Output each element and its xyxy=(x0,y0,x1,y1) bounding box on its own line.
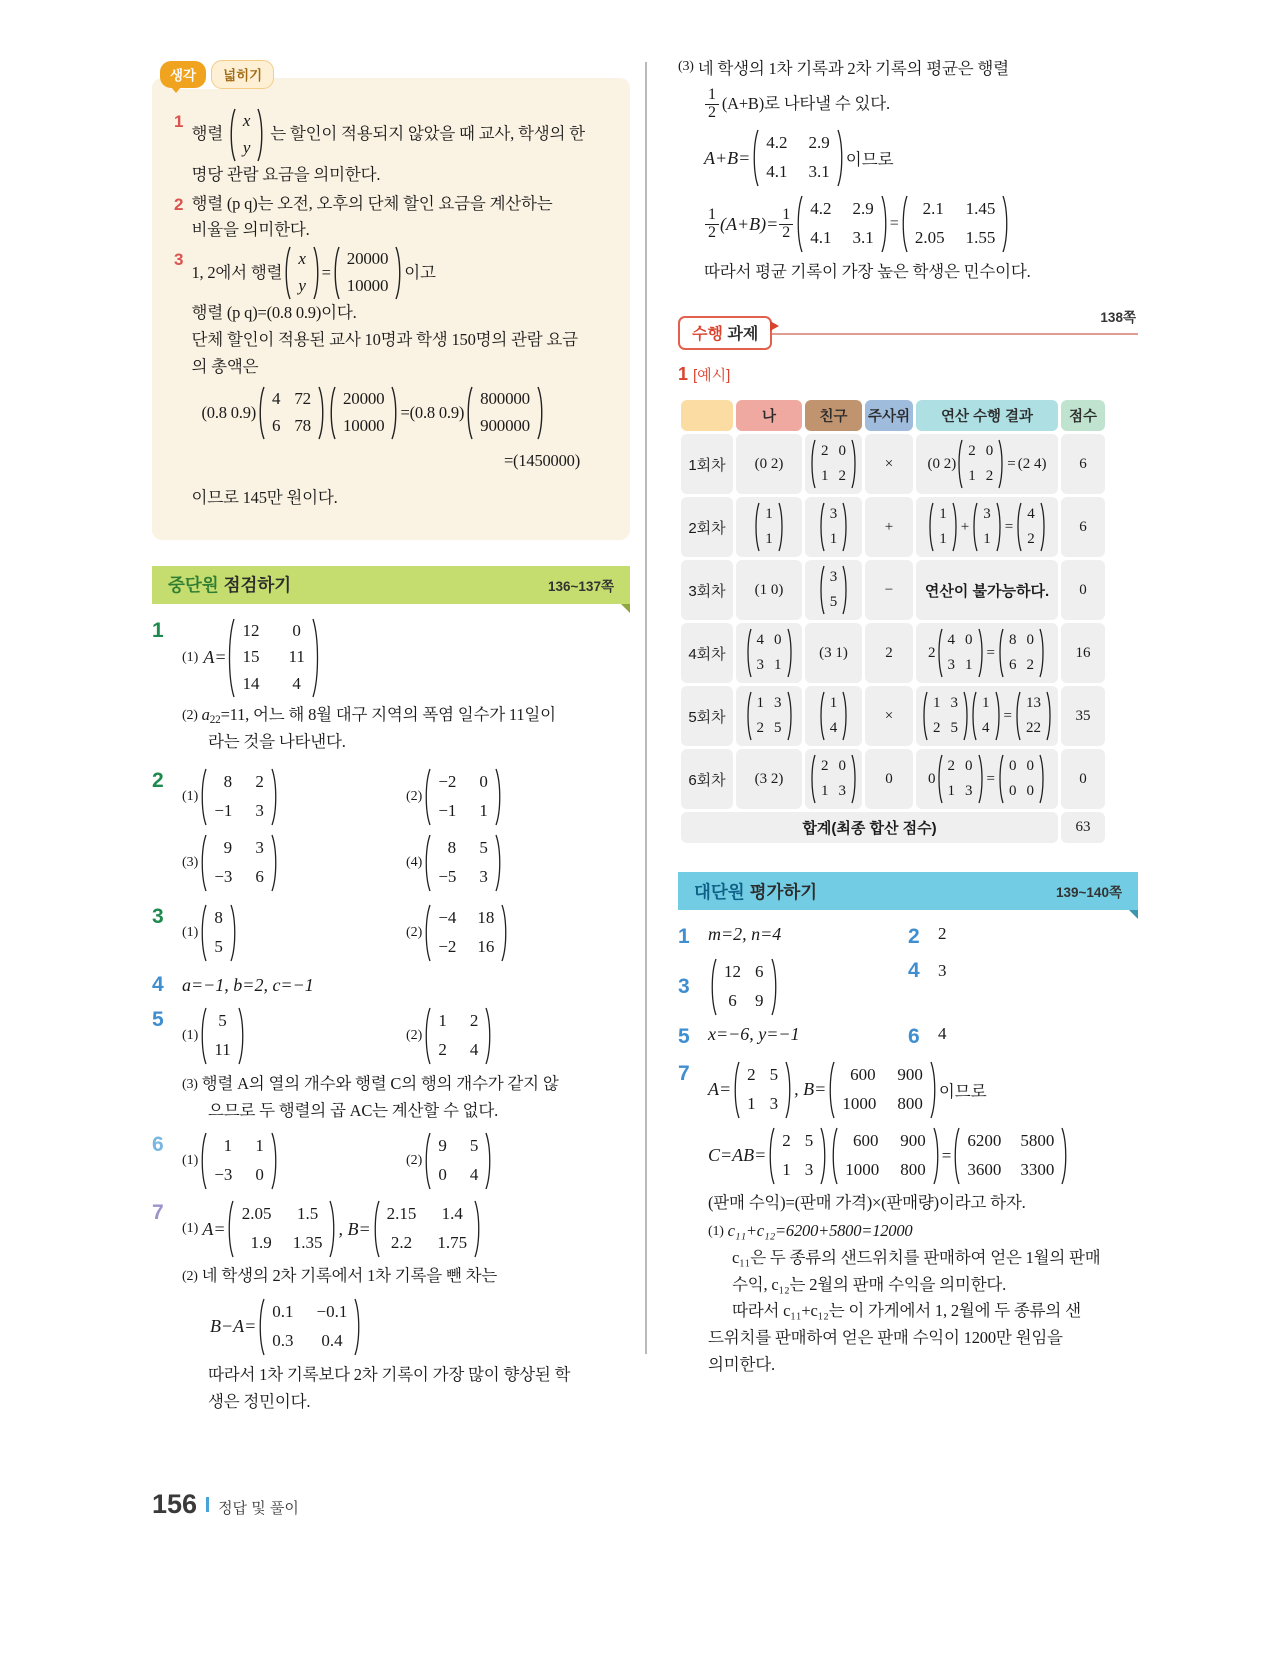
big-answer-7-line-c2: 드위치를 판매하여 얻은 판매 수익이 1200만 원임을 xyxy=(708,1328,1063,1348)
half-frac-2-num: 1 xyxy=(782,206,791,224)
row-6-mine: (3 2) xyxy=(736,749,802,809)
mid-unit-pages: 136~137쪽 xyxy=(548,578,614,594)
half-frac-1-num: 1 xyxy=(708,206,716,224)
mid-answer-7-matrix-BA: 0.1 −0.1 0.3 0.4 xyxy=(256,1298,363,1356)
mid-answer-1-lhs: A= xyxy=(203,647,227,668)
row-6-dice: 0 xyxy=(865,749,913,809)
big-unit-banner-hi: 대단원 xyxy=(694,881,745,902)
perform-result-table xyxy=(678,397,1108,846)
mid-answer-6-number: 6 xyxy=(152,1133,164,1157)
calc-equals: = xyxy=(400,402,410,422)
mid-answer-2-part-3 xyxy=(182,834,406,892)
row-2-mine: 1 1 xyxy=(736,497,802,557)
big-answer-5-text: x=−6, y=−1 xyxy=(708,1024,800,1045)
big-answer-7-A-label: A= xyxy=(708,1079,732,1100)
mid-answer-3 xyxy=(152,904,630,962)
perform-task-tag-hi: 수행 xyxy=(692,326,723,344)
table-header-blank xyxy=(681,400,733,431)
perform-task-tag xyxy=(678,316,772,350)
perform-task-pages: 138쪽 xyxy=(1100,310,1136,326)
right-top-half-frac-1 xyxy=(705,207,719,242)
table-total-row xyxy=(681,812,1105,843)
row-3-score: 0 xyxy=(1061,560,1105,620)
table-row xyxy=(681,497,1105,557)
big-answer-7-matrix-C2: 600 900 1000 800 xyxy=(829,1127,942,1185)
big-answer-7-definition: (판매 수익)=(판매 가격)×(판매량)이라고 하자. xyxy=(708,1192,1026,1212)
row-6-round: 6회차 xyxy=(681,749,733,809)
calc-matrix-3: 800000 900000 xyxy=(464,386,546,440)
big-answer-2 xyxy=(908,924,1138,950)
right-top-line1: 네 학생의 1차 기록과 2차 기록의 평균은 행렬 xyxy=(697,59,1009,78)
row-4-mine: 4 0 3 1 xyxy=(736,623,802,683)
mid-answer-1-label-1: (1) xyxy=(182,649,199,665)
mid-answer-1-number: 1 xyxy=(152,618,164,642)
big-answer-7-matrix-B: 600 900 1000 800 xyxy=(826,1061,939,1119)
mid-answer-6-matrix-2: 9 5 0 4 xyxy=(422,1132,494,1190)
mid-answer-1-matrix: 12 0 15 11 14 4 xyxy=(226,618,320,698)
footer-label: 정답 및 풀이 xyxy=(218,1500,299,1517)
right-top-block xyxy=(678,56,1138,286)
mid-answer-6-part-1 xyxy=(182,1132,406,1190)
big-answer-7-line-c3: 의미한다. xyxy=(708,1354,775,1374)
mid-answer-7-A-label: A= xyxy=(202,1218,226,1239)
table-header-result: 연산 수행 결과 xyxy=(916,400,1058,431)
big-answer-7-matrix-A: 2 5 1 3 xyxy=(731,1061,794,1119)
think-expand-box xyxy=(152,68,630,540)
right-top-fraction-numerator: 1 xyxy=(708,85,716,103)
mid-answer-7-label-1: (1) xyxy=(182,1221,199,1237)
row-1-score: 6 xyxy=(1061,434,1105,494)
mid-answer-1-subscript: 22 xyxy=(209,713,221,726)
right-top-fraction xyxy=(705,87,719,122)
mid-answer-1-text-2b: 라는 것을 나타낸다. xyxy=(208,732,346,752)
mid-answer-2-label-3: (3) xyxy=(182,854,199,870)
mid-answer-6-label-2: (2) xyxy=(406,1153,423,1169)
mid-answer-1-symbol: a xyxy=(201,704,210,724)
mid-answer-7-matrix-B: 2.15 1.4 2.2 1.75 xyxy=(371,1200,484,1258)
big-answer-2-number: 2 xyxy=(908,925,920,949)
row-4-result-k: 2 xyxy=(928,644,936,661)
think-item-3-line4: 의 총액은 xyxy=(191,356,259,376)
right-top-matrix-AB: 4.2 2.9 4.1 3.1 xyxy=(750,129,846,187)
row-2-dice: + xyxy=(865,497,913,557)
think-item-3-number: 3 xyxy=(174,250,184,270)
row-3-round: 3회차 xyxy=(681,560,733,620)
right-column xyxy=(678,56,1138,1379)
mid-answer-4 xyxy=(152,972,630,999)
row-4-score: 16 xyxy=(1061,623,1105,683)
mid-answer-2-matrix-2: −2 0 −1 1 xyxy=(422,768,504,826)
big-answer-5 xyxy=(678,1024,908,1050)
big-answer-7 xyxy=(678,1061,1138,1379)
think-item-3-rhs-matrix: 20000 10000 xyxy=(331,246,405,300)
big-answer-3-matrix: 12 6 6 9 xyxy=(708,958,780,1016)
mid-answer-6-matrix-1: 1 1 −3 0 xyxy=(198,1132,280,1190)
right-top-equals: = xyxy=(889,215,899,233)
right-top-half-frac-2 xyxy=(779,207,793,242)
table-header-row xyxy=(681,400,1105,431)
mid-answer-5-label-3: (3) xyxy=(182,1076,198,1092)
footer-divider xyxy=(206,1497,209,1512)
big-answer-6 xyxy=(908,1024,1138,1050)
mid-answer-7-BA-label: B−A= xyxy=(210,1316,257,1337)
big-answer-7-matrix-C1: 2 5 1 3 xyxy=(766,1127,829,1185)
row-4-result: 2 4 0 3 1 = 8 0 6 2 xyxy=(916,623,1058,683)
big-answer-2-text: 2 xyxy=(938,924,947,944)
mid-answer-2-label-4: (4) xyxy=(406,854,423,870)
big-unit-pages: 139~140쪽 xyxy=(1056,885,1122,901)
row-1-result: (0 2) 2 0 1 2 = (2 4) xyxy=(916,434,1058,494)
mid-answer-7-text-3a: 따라서 1차 기록보다 2차 기록이 가장 많이 향상된 학 xyxy=(208,1364,571,1384)
row-6-result-k: 0 xyxy=(928,770,936,787)
mid-answer-3-label-1: (1) xyxy=(182,924,199,940)
row-2-result-op: + xyxy=(960,518,970,535)
mid-answer-3-matrix-2: −4 18 −2 16 xyxy=(422,904,510,962)
big-answer-5-number: 5 xyxy=(678,1025,690,1049)
think-item-1-text-b: 는 할인이 적용되지 않았을 때 교사, 학생의 한 xyxy=(270,123,585,143)
mid-answer-4-text: a=−1, b=2, c=−1 xyxy=(182,974,314,995)
mid-answer-7-number: 7 xyxy=(152,1201,164,1225)
table-header-score: 점수 xyxy=(1061,400,1105,431)
mid-answer-1-label-2: (2) xyxy=(182,707,198,723)
big-answer-7-line-b2: 수익, c₁₂는 2월의 판매 수익을 의미한다. xyxy=(732,1274,1007,1294)
mid-answer-2 xyxy=(152,768,630,892)
mid-answer-5 xyxy=(152,1007,630,1124)
page-number: 156 xyxy=(152,1489,198,1519)
table-header-dice: 주사위 xyxy=(865,400,913,431)
think-item-3: 3 1, 2에서 행렬 x y = 20000 10000 이고 행렬 (p q)=(0.8 0.9)이다. 단체 할인이 적용된 교사 10명과 학생 150명의 관람 요금 의 총액은 (0.8 0.9) 4 72 6 78 20000 10000 = (0.8 0.9) 800000 900000 =(1450000) 이므로 145만 원이다. xyxy=(174,246,608,512)
mid-answer-2-matrix-3: 9 3 −3 6 xyxy=(198,834,280,892)
mid-answer-7-matrix-A: 2.05 1.5 1.9 1.35 xyxy=(225,1200,338,1258)
mid-answer-7-text-2: 네 학생의 2차 기록에서 1차 기록을 뺀 차는 xyxy=(201,1266,498,1286)
big-answer-4 xyxy=(908,958,1138,984)
row-5-result-eq: = xyxy=(1003,707,1012,724)
table-row xyxy=(681,434,1105,494)
calc-matrix-2: 20000 10000 xyxy=(327,386,401,440)
mid-answer-6-label-1: (1) xyxy=(182,1153,199,1169)
row-5-dice: × xyxy=(865,686,913,746)
row-1-result-rowvec: (0 2) xyxy=(927,455,957,472)
table-row xyxy=(681,686,1105,746)
row-3-result: 연산이 불가능하다. xyxy=(916,560,1058,620)
big-answer-7-matrix-C3: 6200 5800 3600 3300 xyxy=(951,1127,1070,1185)
row-3-dice: − xyxy=(865,560,913,620)
mid-answer-2-matrix-4: 8 5 −5 3 xyxy=(422,834,504,892)
mid-answer-7-text-3b: 생은 정민이다. xyxy=(208,1391,311,1411)
mid-answer-5-text-3a: 행렬 A의 열의 개수와 행렬 C의 행의 개수가 같지 않 xyxy=(201,1073,559,1093)
column-divider xyxy=(645,62,647,1354)
mid-answer-5-label-2: (2) xyxy=(406,1027,423,1043)
row-2-friend: 3 1 xyxy=(805,497,862,557)
row-6-result: 0 2 0 1 3 = 0 0 0 0 xyxy=(916,749,1058,809)
think-item-2 xyxy=(174,191,608,244)
row-1-dice: × xyxy=(865,434,913,494)
row-4-friend: (3 1) xyxy=(805,623,862,683)
big-answer-1-text: m=2, n=4 xyxy=(708,924,782,945)
row-6-friend: 2 0 1 3 xyxy=(805,749,862,809)
mid-answer-5-label-1: (1) xyxy=(182,1027,199,1043)
mid-answer-7-B-label: , B= xyxy=(338,1218,371,1239)
left-column xyxy=(152,56,630,1415)
big-answer-7-number: 7 xyxy=(678,1061,690,1085)
think-item-2-text-b: 비율을 의미한다. xyxy=(191,220,310,240)
think-item-1 xyxy=(174,108,608,189)
mid-answer-1-text-2a: =11, 어느 해 8월 대구 지역의 폭염 일수가 11일이 xyxy=(220,704,556,724)
big-answer-3 xyxy=(678,958,908,1016)
mid-answer-6-part-2 xyxy=(406,1132,630,1190)
big-answer-7-line-b1: c₁₁은 두 종류의 샌드위치를 판매하여 얻은 1월의 판매 xyxy=(732,1247,1101,1267)
big-answer-7-B-label: , B= xyxy=(794,1079,827,1100)
think-box-tab xyxy=(160,60,274,89)
mid-unit-banner xyxy=(152,566,630,604)
perform-example-line xyxy=(678,364,1138,385)
mid-answer-3-label-2: (2) xyxy=(406,924,423,940)
right-top-half-matrix: 4.2 2.9 4.1 3.1 xyxy=(794,195,890,253)
right-top-half-label: (A+B)= xyxy=(720,213,779,234)
row-2-round: 2회차 xyxy=(681,497,733,557)
calc-rowvec-1: (0.8 0.9) xyxy=(201,402,257,422)
big-answer-3-number: 3 xyxy=(678,975,690,999)
half-frac-2-den: 2 xyxy=(779,224,793,242)
row-5-score: 35 xyxy=(1061,686,1105,746)
mid-answer-2-part-4 xyxy=(406,834,630,892)
mid-answer-2-matrix-1: 8 2 −1 3 xyxy=(198,768,280,826)
right-top-label: (3) xyxy=(678,59,694,74)
calc-result: =(1450000) xyxy=(503,451,580,471)
mid-answer-6 xyxy=(152,1132,630,1190)
row-4-dice: 2 xyxy=(865,623,913,683)
big-answer-1-number: 1 xyxy=(678,925,690,949)
mid-answer-3-part-1 xyxy=(182,904,406,962)
big-answer-1 xyxy=(678,924,908,950)
mid-answer-5-part-2 xyxy=(406,1007,630,1065)
row-6-result-eq: = xyxy=(986,770,995,787)
mid-answer-5-number: 5 xyxy=(152,1007,164,1031)
big-unit-banner xyxy=(678,872,1138,910)
mid-answer-2-number: 2 xyxy=(152,768,164,792)
half-frac-1-den: 2 xyxy=(705,224,719,242)
mid-answer-1 xyxy=(152,618,630,756)
row-3-friend: 3 5 xyxy=(805,560,862,620)
think-item-2-text-a: 행렬 (p q)는 오전, 오후의 단체 할인 요금을 계산하는 xyxy=(191,193,553,213)
mid-answer-7-label-2: (2) xyxy=(182,1269,198,1285)
mid-unit-banner-hi: 중단원 xyxy=(168,575,219,596)
think-item-3-line5: 이므로 145만 원이다. xyxy=(191,488,338,508)
think-item-3-lhs-matrix: x y xyxy=(282,246,321,300)
mid-answer-5-part-1 xyxy=(182,1007,406,1065)
mid-answer-3-number: 3 xyxy=(152,904,164,928)
right-top-result-matrix: 2.1 1.45 2.05 1.55 xyxy=(899,195,1012,253)
think-item-1-text-c: 명당 관람 요금을 의미한다. xyxy=(191,165,381,184)
think-item-3-tail: 이고 xyxy=(404,262,436,282)
right-top-AB-tail: 이므로 xyxy=(845,150,894,170)
mid-answer-5-matrix-1: 5 11 xyxy=(198,1007,246,1065)
table-header-mine: 나 xyxy=(736,400,802,431)
right-top-fraction-denominator: 2 xyxy=(705,104,719,122)
mid-answer-4-number: 4 xyxy=(152,972,164,996)
row-1-mine: (0 2) xyxy=(736,434,802,494)
think-item-1-number: 1 xyxy=(174,112,184,131)
table-header-friend: 친구 xyxy=(805,400,862,431)
mid-unit-banner-rest: 점검하기 xyxy=(223,575,292,596)
right-top-AB-label: A+B= xyxy=(704,147,751,168)
right-top-conclusion: 따라서 평균 기록이 가장 높은 학생은 민수이다. xyxy=(704,262,1031,282)
big-unit-banner-rest: 평가하기 xyxy=(749,881,818,902)
big-answer-6-text: 4 xyxy=(938,1024,947,1044)
table-row xyxy=(681,749,1105,809)
table-total-score: 63 xyxy=(1061,812,1105,843)
perform-example-label: [예시] xyxy=(693,367,731,385)
perform-task-banner xyxy=(678,310,1138,350)
row-1-round: 1회차 xyxy=(681,434,733,494)
big-answer-7-sub-label: (1) xyxy=(708,1224,724,1240)
row-4-result-eq: = xyxy=(986,644,995,661)
row-1-result-out: (2 4) xyxy=(1017,455,1047,472)
mid-answer-7 xyxy=(152,1200,630,1415)
right-top-line2: (A+B)로 나타낼 수 있다. xyxy=(721,93,890,113)
think-tab-primary: 생각 xyxy=(160,61,206,88)
big-answer-7-line-a: c₁₁+c₁₂=6200+5800=12000 xyxy=(727,1221,913,1241)
table-row xyxy=(681,623,1105,683)
page-footer xyxy=(152,1489,299,1520)
think-item-3-line3: 단체 할인이 적용된 교사 10명과 학생 150명의 관람 요금 xyxy=(191,329,578,349)
big-answer-7-tail: 이므로 xyxy=(938,1081,987,1101)
think-item-2-number: 2 xyxy=(174,194,184,214)
row-4-round: 4회차 xyxy=(681,623,733,683)
big-answer-7-C-eq: = xyxy=(941,1145,952,1165)
row-6-score: 0 xyxy=(1061,749,1105,809)
mid-answer-2-part-1 xyxy=(182,768,406,826)
mid-answer-3-matrix-1: 8 5 xyxy=(198,904,239,962)
calc-matrix-1: 4 72 6 78 xyxy=(256,386,327,440)
row-2-result-eq: = xyxy=(1004,518,1014,535)
row-5-round: 5회차 xyxy=(681,686,733,746)
think-item-1-matrix: x y xyxy=(227,108,266,162)
row-5-result: 1 3 2 5 1 4 = 13 22 xyxy=(916,686,1058,746)
row-2-score: 6 xyxy=(1061,497,1105,557)
think-tab-secondary: 넓히기 xyxy=(211,60,274,89)
big-answer-4-text: 3 xyxy=(938,961,947,981)
row-5-friend: 1 4 xyxy=(805,686,862,746)
table-total-label: 합계(최종 합산 점수) xyxy=(681,812,1058,843)
big-answer-6-number: 6 xyxy=(908,1025,920,1049)
row-2-result: 1 1 + 3 1 = 4 2 xyxy=(916,497,1058,557)
big-answer-7-C-label: C=AB= xyxy=(708,1145,767,1166)
row-5-mine: 1 3 2 5 xyxy=(736,686,802,746)
mid-answer-2-label-1: (1) xyxy=(182,788,199,804)
table-row xyxy=(681,560,1105,620)
row-3-mine: (1 0) xyxy=(736,560,802,620)
mid-answer-2-label-2: (2) xyxy=(406,788,423,804)
row-1-result-eq: = xyxy=(1007,455,1016,472)
think-item-3-line2: 행렬 (p q)=(0.8 0.9)이다. xyxy=(191,303,357,323)
mid-answer-5-text-3b: 으므로 두 행렬의 곱 AC는 계산할 수 없다. xyxy=(208,1100,499,1120)
think-item-3-calc xyxy=(201,386,608,440)
think-item-3-lead: 1, 2에서 행렬 xyxy=(191,262,283,282)
calc-rowvec-2: (0.8 0.9) xyxy=(409,402,465,422)
perform-task-tag-rest: 과제 xyxy=(722,326,759,344)
big-answer-7-line-c1: 따라서 c₁₁+c₁₂는 이 가게에서 1, 2월에 두 종류의 샌 xyxy=(732,1301,1081,1321)
mid-answer-2-part-2 xyxy=(406,768,630,826)
perform-example-number: 1 xyxy=(678,364,689,385)
think-item-1-text-a: 행렬 xyxy=(191,123,223,143)
row-1-friend: 2 0 1 2 xyxy=(805,434,862,494)
big-answer-4-number: 4 xyxy=(908,959,920,983)
mid-answer-5-matrix-2: 1 2 2 4 xyxy=(422,1007,494,1065)
mid-answer-3-part-2 xyxy=(406,904,630,962)
